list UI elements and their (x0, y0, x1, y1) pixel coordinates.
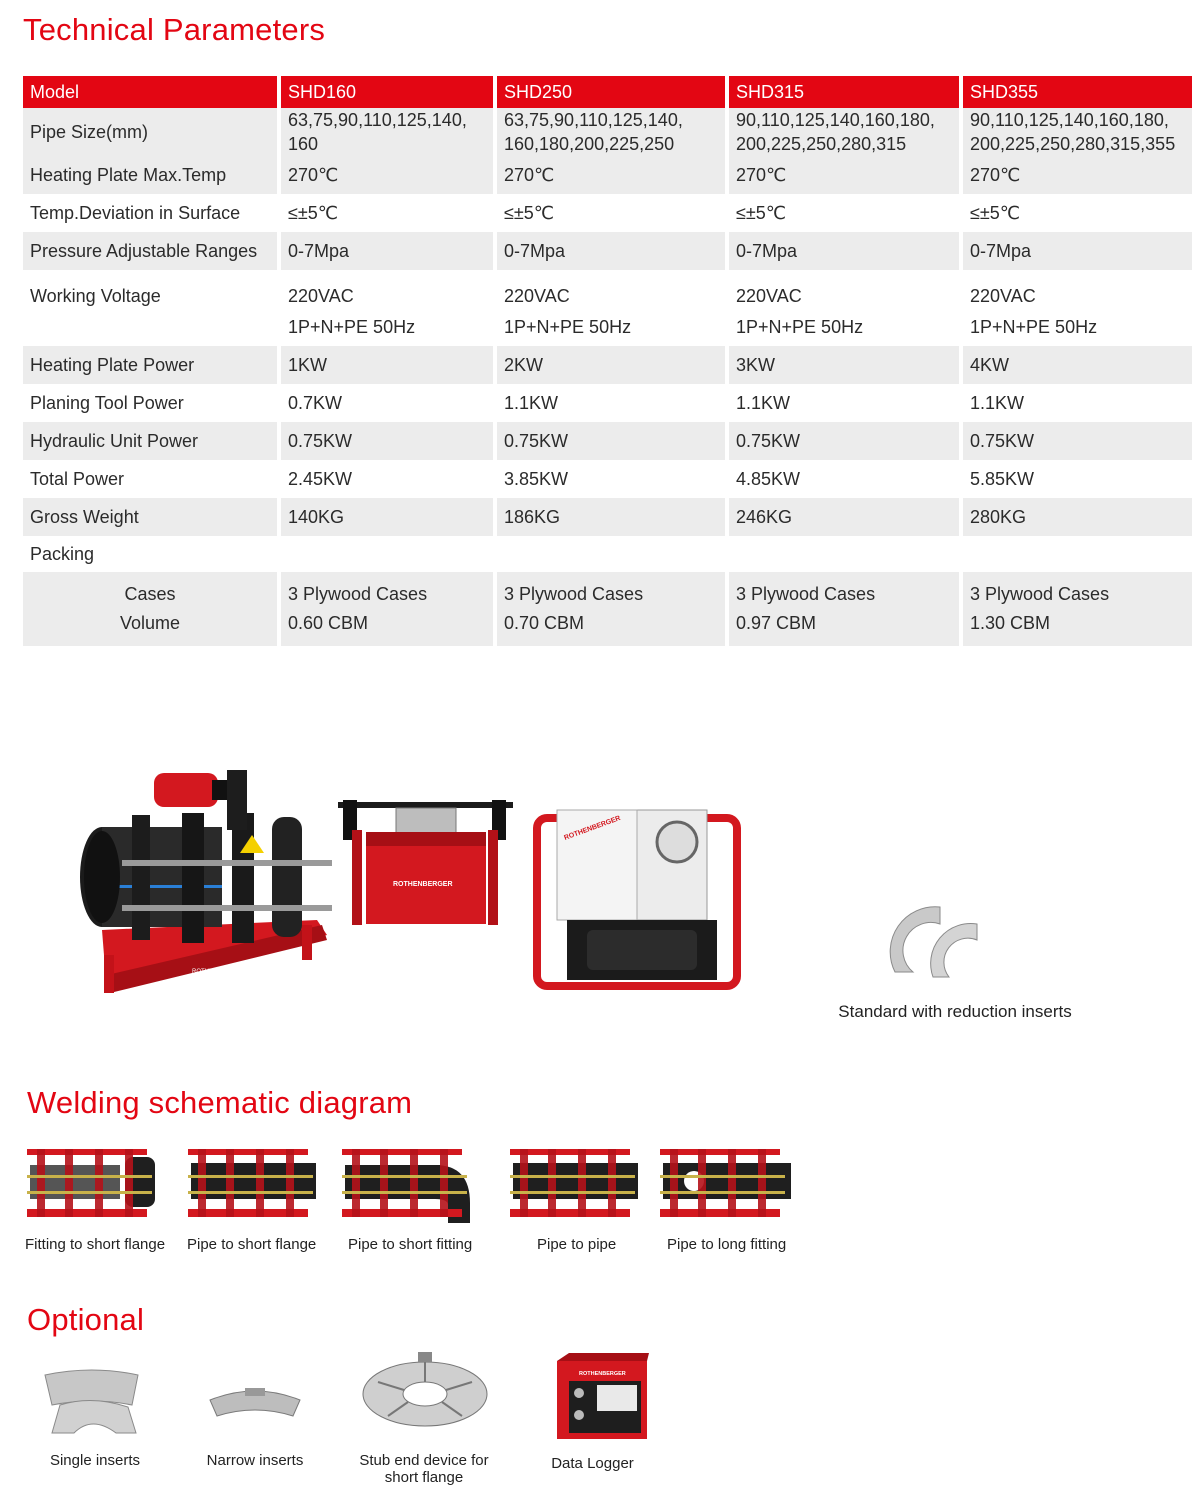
header-shd160: SHD160 (281, 76, 493, 108)
spec-row-label: Packing (30, 544, 95, 564)
spec-row-label (23, 308, 277, 346)
spec-cell: ≤±5℃ (970, 203, 1020, 223)
spec-table (19, 76, 1196, 646)
welding-caption-pipe-flange: Pipe to short flange (187, 1236, 317, 1253)
spec-row-label: Pipe Size(mm) (23, 108, 277, 156)
spec-cell: 246KG (729, 498, 959, 536)
spec-cell: 270℃ (497, 156, 725, 194)
stand-brand-text: ROTHENBERGER (393, 881, 453, 888)
spec-row-label: Hydraulic Unit Power (23, 422, 277, 460)
cases-value: 3 Plywood Cases (736, 584, 876, 604)
unit-brand-text: ROTHENBERGER (563, 814, 622, 842)
hydraulic-unit-image (527, 800, 749, 1000)
volume-label: Volume (119, 613, 181, 633)
cases-cell (963, 572, 1192, 646)
spec-cell: 3KW (729, 346, 959, 384)
spec-cell: 5.85KW (970, 469, 1035, 489)
narrow-inserts-image (205, 1380, 305, 1420)
spec-cell: 4.85KW (736, 469, 801, 489)
spec-cell: 0-7Mpa (963, 232, 1192, 270)
spec-cell: 3.85KW (504, 469, 569, 489)
spec-cell: 90,110,125,140,160,180, 200,225,250,280,315 (729, 108, 959, 156)
spec-row (23, 384, 1192, 422)
cases-volume-label (23, 572, 277, 646)
logger-brand-text: ROTHENBERGER (579, 1371, 626, 1377)
spec-cell: 280KG (963, 498, 1192, 536)
spec-cell: 220VAC (288, 286, 354, 306)
spec-cell: 186KG (497, 498, 725, 536)
volume-value: 1.30 CBM (970, 613, 1051, 633)
header-shd355: SHD355 (963, 76, 1192, 108)
single-inserts-image (40, 1365, 145, 1435)
spec-row-label: Total Power (30, 469, 125, 489)
optional-title: Optional (27, 1302, 145, 1337)
spec-row (23, 308, 1192, 346)
spec-row (23, 460, 1192, 498)
spec-row (23, 194, 1192, 232)
spec-cell: ≤±5℃ (504, 203, 554, 223)
spec-cell: 1.1KW (504, 393, 559, 413)
spec-cell: 63,75,90,110,125,140, 160 (281, 108, 493, 156)
welding-caption-flange: Fitting to short flange (25, 1236, 166, 1253)
spec-row (23, 270, 1192, 308)
spec-cell (729, 536, 959, 572)
welding-diagram-flange (25, 1145, 159, 1225)
welding-diagram-elbow (340, 1145, 474, 1225)
welding-diagram-pipe-flange (186, 1145, 320, 1225)
spec-cell: 2KW (497, 346, 725, 384)
cases-value: 3 Plywood Cases (970, 584, 1110, 604)
reduction-inserts-image (885, 902, 985, 982)
spec-cell: 4KW (963, 346, 1192, 384)
welding-diagram-title: Welding schematic diagram (27, 1085, 413, 1120)
welding-caption-elbow: Pipe to short fitting (348, 1236, 473, 1253)
welding-caption-pipe: Pipe to pipe (537, 1236, 617, 1253)
spec-cell: 0.75KW (497, 422, 725, 460)
spec-cell: 0.75KW (963, 422, 1192, 460)
cases-cell (497, 572, 725, 646)
spec-row-label: Heating Plate Power (23, 346, 277, 384)
spec-cell (963, 536, 1192, 572)
frame-brand-text: ROTHENBERGER (192, 969, 243, 975)
spec-cell: 1P+N+PE 50Hz (736, 317, 864, 337)
spec-row (23, 536, 1192, 572)
tech-params-title: Technical Parameters (23, 12, 326, 47)
heating-plate-stand-image (338, 800, 513, 930)
spec-row-label: Gross Weight (23, 498, 277, 536)
spec-cell: 270℃ (729, 156, 959, 194)
volume-value: 0.97 CBM (736, 613, 817, 633)
welding-diagram-tee (658, 1145, 792, 1225)
welding-machine-image (62, 765, 352, 997)
spec-cell (281, 536, 493, 572)
spec-cell: 0-7Mpa (497, 232, 725, 270)
spec-cell (497, 536, 725, 572)
spec-row (23, 232, 1192, 270)
spec-row-label: Pressure Adjustable Ranges (23, 232, 277, 270)
header-shd315: SHD315 (729, 76, 959, 108)
spec-cell: 1P+N+PE 50Hz (288, 317, 416, 337)
spec-cell: 0.75KW (729, 422, 959, 460)
optional-caption-4: Data Logger (551, 1455, 634, 1472)
spec-cell: 1P+N+PE 50Hz (504, 317, 632, 337)
cases-value: 3 Plywood Cases (504, 584, 644, 604)
header-model: Model (23, 76, 277, 108)
spec-row-label: Planing Tool Power (30, 393, 184, 413)
spec-cell: 0.75KW (281, 422, 493, 460)
spec-cell: 1.1KW (970, 393, 1025, 413)
spec-cell: 140KG (281, 498, 493, 536)
spec-row (23, 422, 1192, 460)
header-shd250: SHD250 (497, 76, 725, 108)
spec-header-row (23, 76, 1192, 108)
spec-cell: 220VAC (970, 286, 1036, 306)
cases-label: Cases (124, 584, 176, 604)
spec-cell: 1KW (281, 346, 493, 384)
spec-row-label: Heating Plate Max.Temp (23, 156, 277, 194)
spec-cell: 0-7Mpa (729, 232, 959, 270)
spec-row (23, 108, 1192, 156)
spec-cell: 0-7Mpa (281, 232, 493, 270)
data-logger-image (549, 1353, 652, 1443)
inserts-caption: Standard with reduction inserts (838, 1002, 1072, 1021)
optional-caption-1: Single inserts (49, 1452, 141, 1469)
spec-cell: 220VAC (504, 286, 570, 306)
spec-cell: 1.1KW (736, 393, 791, 413)
cases-cell (729, 572, 959, 646)
spec-cell: 63,75,90,110,125,140, 160,180,200,225,250 (497, 108, 725, 156)
spec-cell: 0.7KW (288, 393, 343, 413)
spec-cell: 1P+N+PE 50Hz (970, 317, 1098, 337)
welding-diagram-pipe (508, 1145, 642, 1225)
spec-row-cases (23, 572, 1192, 646)
welding-caption-tee: Pipe to long fitting (667, 1236, 787, 1253)
spec-cell: 270℃ (281, 156, 493, 194)
spec-cell: 220VAC (736, 286, 802, 306)
stub-end-device-image (358, 1352, 493, 1432)
spec-cell: 2.45KW (288, 469, 353, 489)
spec-cell: 90,110,125,140,160,180, 200,225,250,280,315,355 (963, 108, 1192, 156)
spec-row (23, 346, 1192, 384)
spec-row (23, 156, 1192, 194)
cases-cell (281, 572, 493, 646)
spec-row-label: Temp.Deviation in Surface (30, 203, 241, 223)
optional-caption-2: Narrow inserts (206, 1452, 304, 1469)
volume-value: 0.60 CBM (288, 613, 369, 633)
spec-cell: ≤±5℃ (736, 203, 786, 223)
optional-caption-3: Stub end device for short flange (359, 1452, 489, 1486)
spec-cell: ≤±5℃ (288, 203, 338, 223)
spec-row (23, 498, 1192, 536)
spec-row-label: Working Voltage (30, 286, 161, 306)
cases-value: 3 Plywood Cases (288, 584, 428, 604)
volume-value: 0.70 CBM (504, 613, 585, 633)
spec-cell: 270℃ (963, 156, 1192, 194)
